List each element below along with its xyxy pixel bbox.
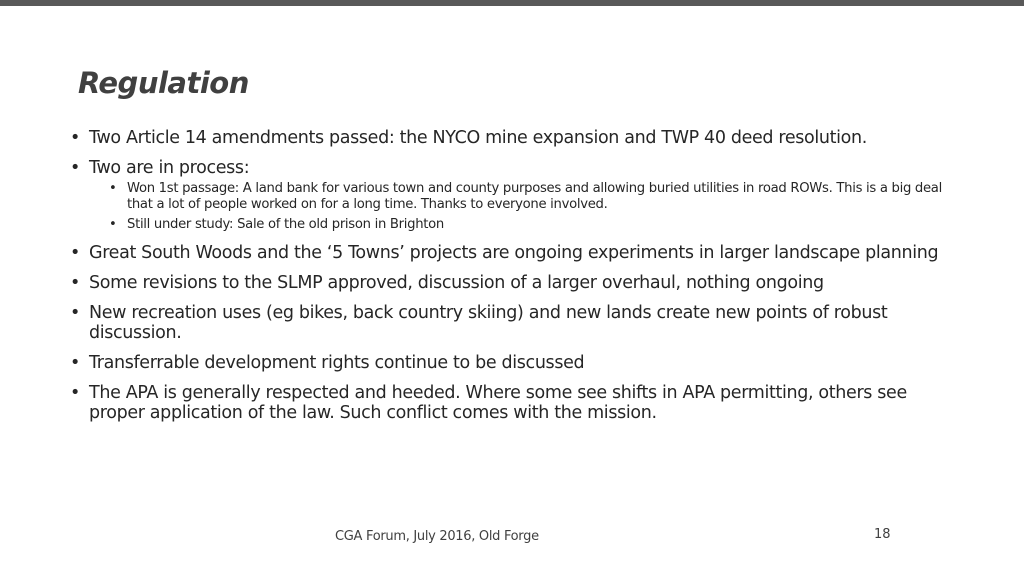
bullet-dot-icon: •	[70, 158, 80, 178]
bullet-list	[70, 128, 950, 423]
bullet-dot-icon: •	[70, 383, 80, 403]
bullet-text: New recreation uses (eg bikes, back country skiing) and new lands create new points of robust discussion.	[89, 303, 888, 343]
sub-bullet-text: Still under study: Sale of the old prison in Brighton	[127, 217, 444, 232]
slide-page-number: 18	[874, 527, 891, 542]
bullet-item	[70, 303, 950, 343]
bullet-dot-icon: •	[109, 181, 117, 196]
bullet-text: Two Article 14 amendments passed: the NYCO mine expansion and TWP 40 deed resolution.	[89, 128, 867, 148]
sub-bullet-list	[89, 181, 950, 233]
bullet-text: The APA is generally respected and heeded. Where some see shifts in APA permitting, others see proper application of the law. Such conflict comes with the mission.	[89, 383, 907, 423]
bullet-item	[70, 273, 950, 293]
sub-bullet-item	[109, 217, 950, 233]
bullet-dot-icon: •	[109, 217, 117, 232]
bullet-item	[70, 353, 950, 373]
slide-title: Regulation	[78, 66, 249, 100]
bullet-item	[70, 128, 950, 148]
bullet-dot-icon: •	[70, 128, 80, 148]
slide-body	[70, 128, 950, 433]
bullet-dot-icon: •	[70, 243, 80, 263]
sub-bullet-text: Won 1st passage: A land bank for various town and county purposes and allowing buried utilities in road ROWs. This is a big deal that a lot of people worked on for a long time. Thanks to everyone involved.	[127, 181, 942, 212]
bullet-item	[70, 383, 950, 423]
bullet-text: Great South Woods and the ‘5 Towns’ projects are ongoing experiments in larger landscape planning	[89, 243, 939, 263]
bullet-dot-icon: •	[70, 353, 80, 373]
sub-bullet-item	[109, 181, 950, 213]
top-accent-bar	[0, 0, 1024, 6]
bullet-text: Two are in process:	[89, 158, 250, 178]
bullet-item	[70, 158, 950, 233]
bullet-text: Some revisions to the SLMP approved, discussion of a larger overhaul, nothing ongoing	[89, 273, 824, 293]
bullet-item	[70, 243, 950, 263]
bullet-dot-icon: •	[70, 303, 80, 323]
slide-footer: CGA Forum, July 2016, Old Forge	[335, 529, 539, 544]
bullet-text: Transferrable development rights continue to be discussed	[89, 353, 585, 373]
bullet-dot-icon: •	[70, 273, 80, 293]
